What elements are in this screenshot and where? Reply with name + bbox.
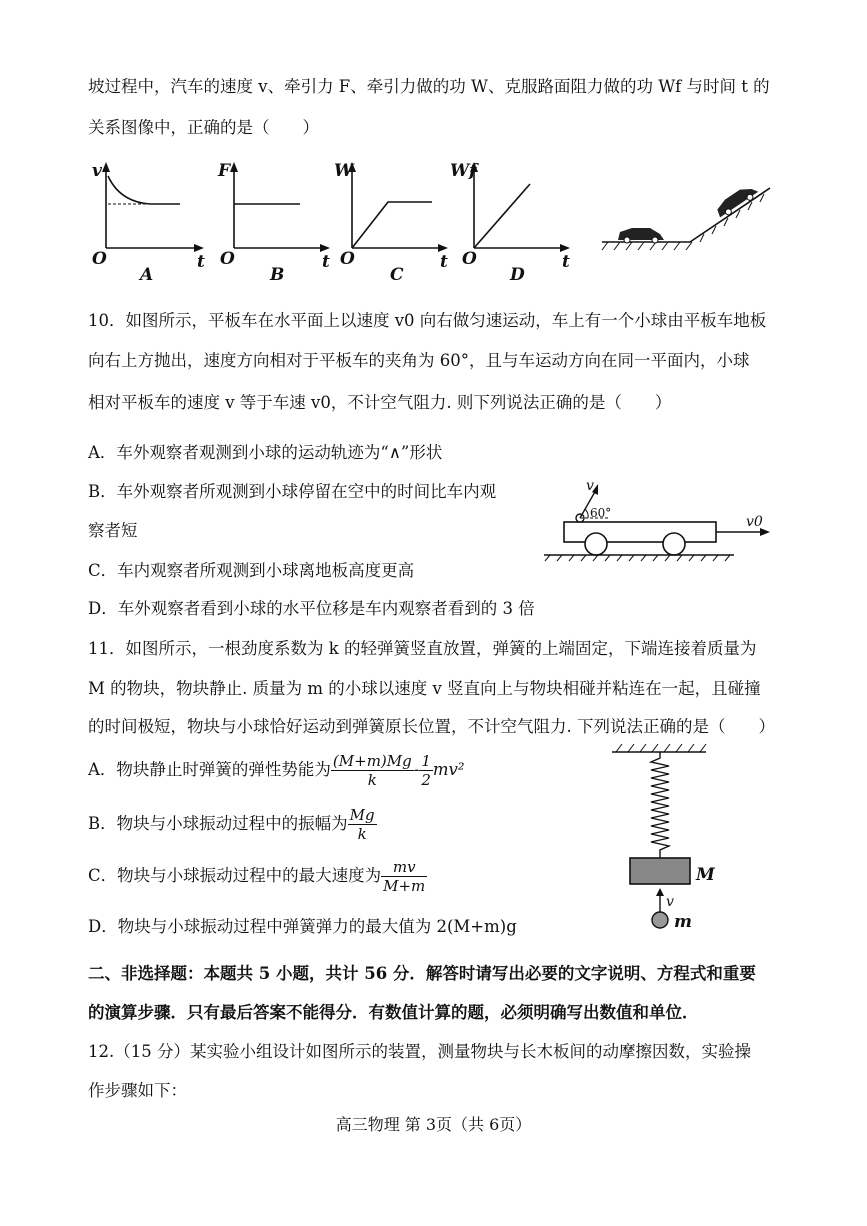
graph-d-caption: D bbox=[510, 265, 525, 285]
graph-c-x-label: t bbox=[440, 252, 448, 272]
graph-b-caption: B bbox=[270, 265, 285, 285]
q11-line-3: 的时间极短，物块与小球恰好运动到弹簧原长位置，不计空气阻力. 下列说法正确的是（ ） bbox=[88, 717, 775, 736]
graph-b-origin: O bbox=[220, 249, 235, 269]
block-m bbox=[630, 858, 690, 884]
q10-line-3: 相对平板车的速度 v 等于车速 v0，不计空气阻力. 则下列说法正确的是（ ） bbox=[88, 393, 672, 412]
graph-d bbox=[450, 161, 570, 285]
page-footer: 高三物理 第 3页（共 6页） bbox=[335, 1115, 532, 1134]
graph-c-caption: C bbox=[390, 265, 404, 285]
q10-option-a: A．车外观察者观测到小球的运动轨迹为“∧”形状 bbox=[88, 443, 443, 462]
q10-line-1: 10．如图所示，平板车在水平面上以速度 v0 向右做匀速运动，车上有一个小球由平板车地板 bbox=[88, 311, 767, 330]
section2-line-1: 二、非选择题：本题共 5 小题，共计 56 分．解答时请写出必要的文字说明、方程式和重要 bbox=[88, 964, 756, 983]
q11-option-a-num: (M+m)Mg bbox=[332, 752, 412, 770]
graph-b-y-label: F bbox=[218, 161, 231, 181]
ball-m bbox=[652, 912, 668, 928]
graph-c bbox=[334, 161, 448, 285]
graph-a-y-label: v bbox=[92, 161, 102, 181]
q11-fig-v: v bbox=[666, 894, 674, 910]
graph-a-x-label: t bbox=[197, 252, 205, 272]
q11-option-c-den: M+m bbox=[383, 877, 426, 895]
q11-option-a-tail: mv² bbox=[432, 760, 465, 779]
q10-line-2: 向右上方抛出，速度方向相对于平板车的夹角为 60°，且与车运动方向在同一平面内，小球 bbox=[88, 351, 750, 370]
q11-option-a-half-num: 1 bbox=[421, 752, 431, 770]
q10-option-c: C．车内观察者所观测到小球离地板高度更高 bbox=[88, 561, 415, 580]
graph-a bbox=[92, 161, 205, 285]
graph-d-x-label: t bbox=[562, 252, 570, 272]
graph-a-caption: A bbox=[140, 265, 154, 285]
q10-option-d: D．车外观察者看到小球的水平位移是车内观察者看到的 3 倍 bbox=[88, 599, 535, 618]
q11-option-a-minus: - bbox=[413, 760, 420, 779]
graph-c-origin: O bbox=[340, 249, 355, 269]
q11-option-a-den: k bbox=[367, 771, 377, 789]
q11-option-b-prefix: B．物块与小球振动过程中的振幅为 bbox=[88, 814, 348, 833]
q11-fig-m: m bbox=[674, 912, 692, 932]
q11-fig-M: M bbox=[696, 865, 715, 885]
q10-option-b-line-1: B．车外观察者所观测到小球停留在空中的时间比车内观 bbox=[88, 482, 497, 501]
q9-graphs-figure bbox=[0, 160, 867, 290]
graph-b-x-label: t bbox=[322, 252, 330, 272]
q9-line-2: 关系图像中，正确的是（ ） bbox=[88, 118, 319, 137]
graph-a-origin: O bbox=[92, 249, 107, 269]
q10-cart-figure bbox=[0, 476, 867, 566]
q12-line-1: 12.（15 分）某实验小组设计如图所示的装置，测量物块与长木板间的动摩擦因数，实验操 bbox=[88, 1042, 751, 1061]
graph-c-y-label: W bbox=[334, 161, 354, 181]
q12-line-2: 作步骤如下： bbox=[88, 1081, 187, 1100]
q11-option-c-prefix: C．物块与小球振动过程中的最大速度为 bbox=[88, 866, 382, 885]
section2-line-2: 的演算步骤．只有最后答案不能得分．有数值计算的题，必须明确写出数值和单位． bbox=[88, 1003, 699, 1022]
q11-option-a-prefix: A．物块静止时弹簧的弹性势能为 bbox=[88, 760, 331, 779]
q10-fig-v0: v0 bbox=[746, 514, 763, 530]
q11-line-1: 11．如图所示，一根劲度系数为 k 的轻弹簧竖直放置，弹簧的上端固定，下端连接着质量为 bbox=[88, 639, 757, 658]
q10-fig-v: v bbox=[586, 478, 594, 494]
graph-b bbox=[217, 161, 330, 285]
q9-line-1: 坡过程中，汽车的速度 v、牵引力 F、牵引力做的功 W、克服路面阻力做的功 Wf 与时间 t 的 bbox=[88, 77, 770, 96]
q11-option-a-half-den: 2 bbox=[421, 771, 431, 789]
graph-d-origin: O bbox=[462, 249, 477, 269]
q10-option-b-line-2: 察者短 bbox=[88, 521, 138, 540]
q11-option-b-den: k bbox=[357, 825, 367, 843]
q11-line-2: M 的物块，物块静止. 质量为 m 的小球以速度 v 竖直向上与物块相碰并粘连在一起，且碰撞 bbox=[88, 679, 761, 698]
graph-d-y-label: Wf bbox=[450, 161, 477, 181]
q11-option-d: D．物块与小球振动过程中弹簧弹力的最大值为 2(M+m)g bbox=[88, 917, 517, 936]
q11-option-b-num: Mg bbox=[349, 806, 375, 824]
uphill-road-illustration bbox=[602, 182, 770, 250]
q10-fig-angle: 60° bbox=[590, 506, 612, 520]
q11-option-c-num: mv bbox=[381, 858, 427, 877]
q11-spring-figure bbox=[0, 740, 867, 940]
